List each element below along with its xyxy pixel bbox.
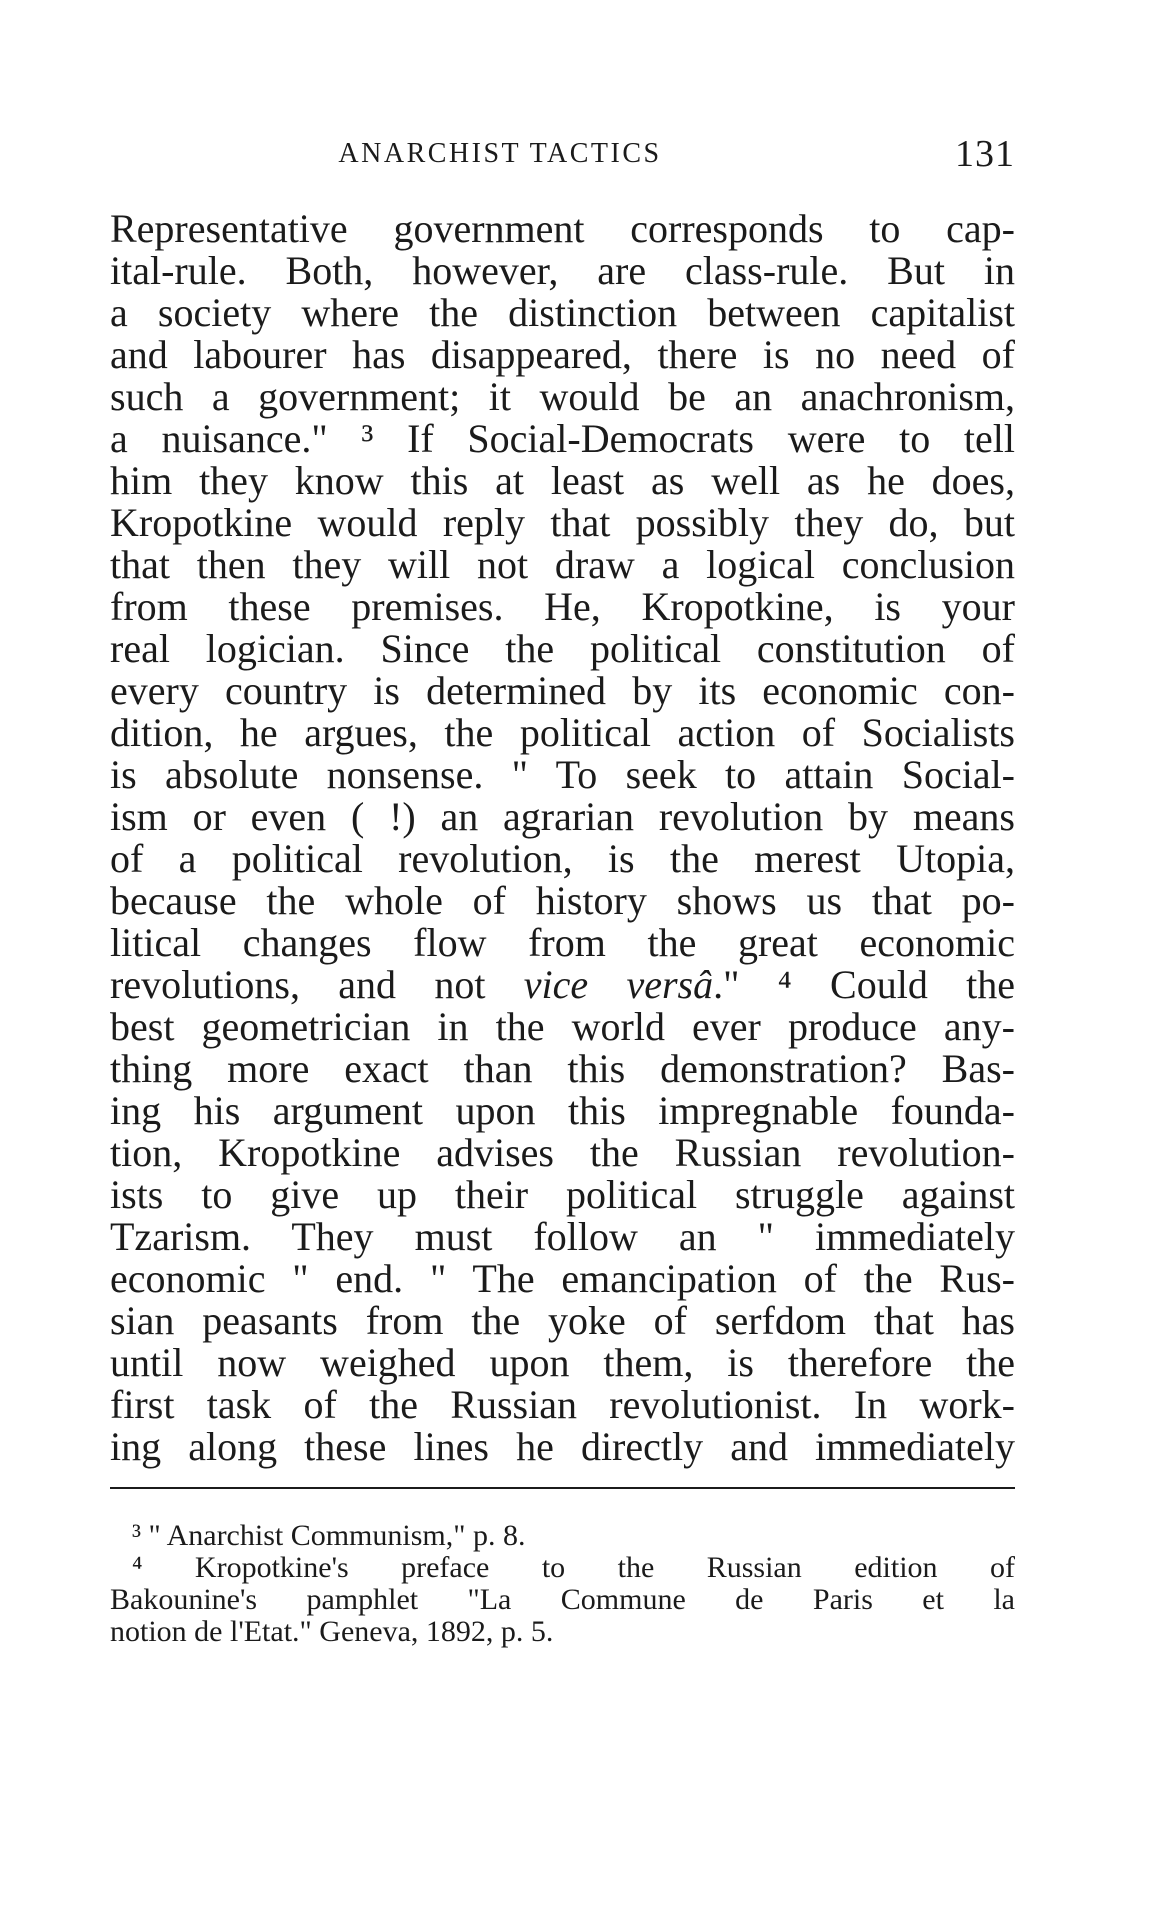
footnote-rule <box>110 1487 1015 1489</box>
text-line: ital-rule. Both, however, are class-rule. But in <box>110 248 1015 293</box>
text-line: of a political revolution, is the merest Utopia, <box>110 836 1015 881</box>
text-line: dition, he argues, the political action of Socialists <box>110 710 1015 755</box>
text-line: every country is determined by its economic con- <box>110 668 1015 713</box>
text-line: litical changes flow from the great economic <box>110 920 1015 965</box>
text-line: until now weighed upon them, is therefore the <box>110 1340 1015 1385</box>
text-line: first task of the Russian revolutionist. In work- <box>110 1382 1015 1427</box>
text-line: a nuisance." ³ If Social-Democrats were to tell <box>110 416 1015 461</box>
body-text <box>110 208 1015 1468</box>
text-line: sian peasants from the yoke of serfdom that has <box>110 1298 1015 1343</box>
text-line: Representative government corresponds to cap- <box>110 206 1015 251</box>
text-line: revolutions, and not vice versâ." ⁴ Could the <box>110 962 1015 1007</box>
text-line: such a government; it would be an anachronism, <box>110 374 1015 419</box>
footnote-line: ³ " Anarchist Communism," p. 8. <box>132 1519 526 1552</box>
text-line: Tzarism. They must follow an " immediately <box>110 1214 1015 1259</box>
text-line: a society where the distinction between capitalist <box>110 290 1015 335</box>
text-line: him they know this at least as well as he does, <box>110 458 1015 503</box>
text-line: that then they will not draw a logical conclusion <box>110 542 1015 587</box>
text-line: and labourer has disappeared, there is no need of <box>110 332 1015 377</box>
running-title: ANARCHIST TACTICS <box>338 138 662 169</box>
running-head <box>110 134 1015 174</box>
footnote-line: Bakounine's pamphlet "La Commune de Paris et la <box>110 1583 1015 1616</box>
text-line: best geometrician in the world ever produce any- <box>110 1004 1015 1049</box>
text-line: real logician. Since the political constitution of <box>110 626 1015 671</box>
text-line: from these premises. He, Kropotkine, is your <box>110 584 1015 629</box>
text-line: thing more exact than this demonstration? Bas- <box>110 1046 1015 1091</box>
footnote-line: notion de l'Etat." Geneva, 1892, p. 5. <box>110 1615 554 1648</box>
text-line: tion, Kropotkine advises the Russian revolution- <box>110 1130 1015 1175</box>
text-line: ing along these lines he directly and immediately <box>110 1424 1015 1469</box>
text-line: economic " end. " The emancipation of the Rus- <box>110 1256 1015 1301</box>
text-line: because the whole of history shows us that po- <box>110 878 1015 923</box>
footnote-line: ⁴ Kropotkine's preface to the Russian edition of <box>132 1551 1015 1584</box>
page-number: 131 <box>955 133 1015 175</box>
footnotes <box>110 1520 1015 1648</box>
text-line: ism or even ( !) an agrarian revolution by means <box>110 794 1015 839</box>
text-line: is absolute nonsense. " To seek to attain Social- <box>110 752 1015 797</box>
text-line: ists to give up their political struggle against <box>110 1172 1015 1217</box>
text-line: ing his argument upon this impregnable founda- <box>110 1088 1015 1133</box>
text-line: Kropotkine would reply that possibly they do, but <box>110 500 1015 545</box>
